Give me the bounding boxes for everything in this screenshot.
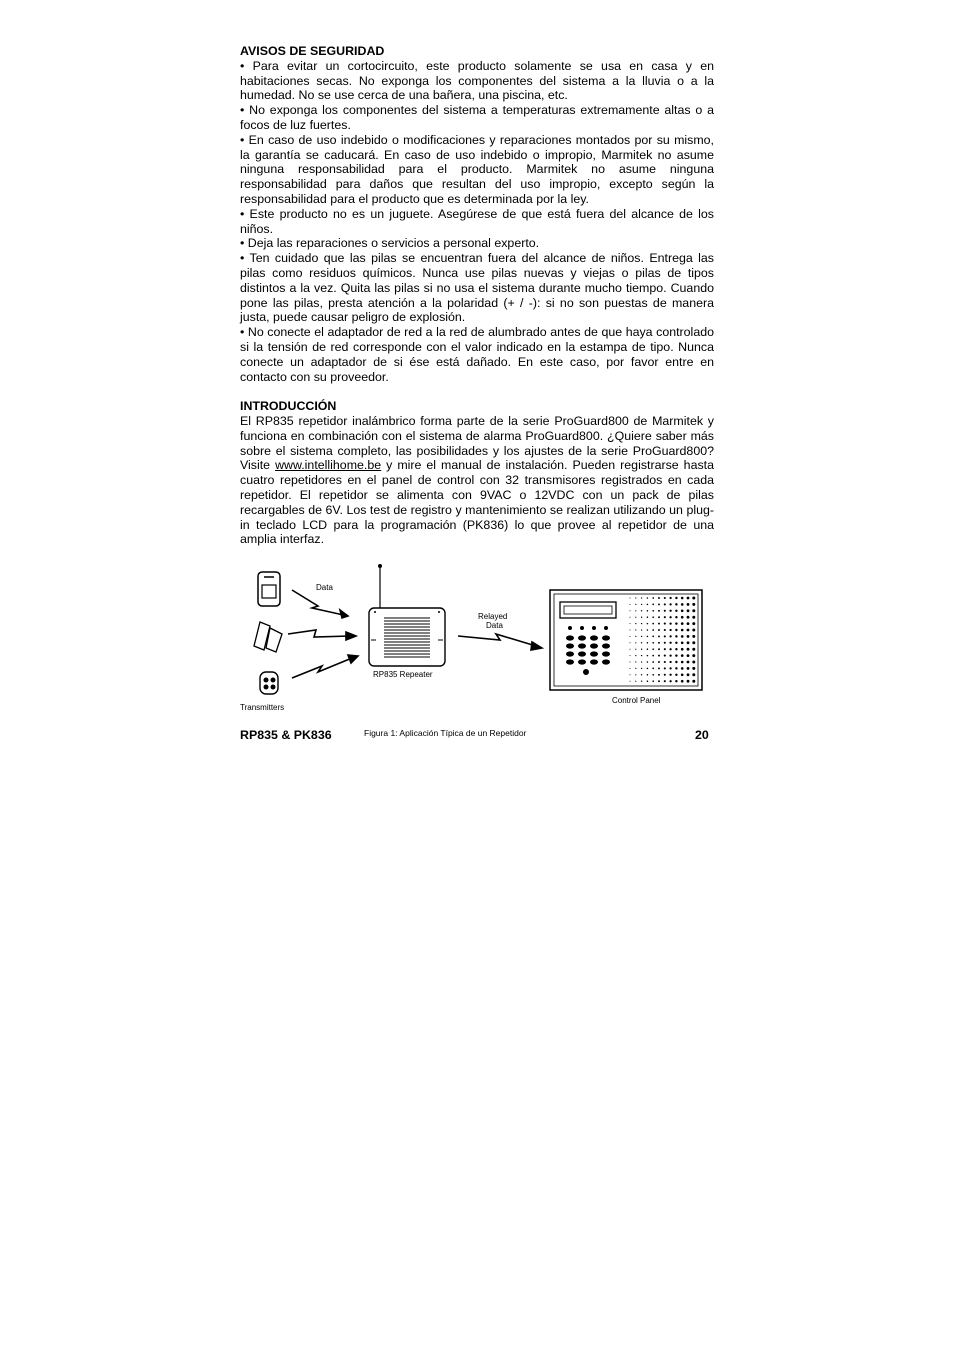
safety-heading: AVISOS DE SEGURIDAD [240, 44, 385, 58]
intro-paragraph [240, 414, 714, 547]
safety-bullet-5: • Deja las reparaciones o servicios a personal experto. [240, 236, 540, 251]
safety-bullet-3: • En caso de uso indebido o modificaciones y reparaciones montados por su mismo, la garantía se caducará. En caso de uso indebido o impropio, Marmitek no asume ninguna responsabilidad para el producto. Marmitek no asume ninguna responsabilidad para daños que resultan del uso impropio, excepto según la responsabilidad para el producto que es determinada por la ley. [240, 132, 714, 206]
transmitters-label: Transmitters [240, 703, 285, 712]
repeater-diagram [238, 560, 714, 715]
control-panel-label: Control Panel [612, 696, 661, 705]
intellihome-link[interactable]: www.intellihome.be [275, 458, 382, 473]
safety-bullet-6: • Ten cuidado que las pilas se encuentran fuera del alcance de niños. Entrega las pilas como residuos químicos. Nunca use pilas nuevas y viejas o pilas de tipos distintos a la vez. Quita las pilas si no usa el sistema durante mucho tiempo. Cuando pone las pilas, presta atención a la polaridad (+ / -): si no son puestas de manera justa, puede causar peligro de explosión. [240, 251, 714, 325]
section-spacer [240, 384, 714, 399]
safety-bullet-7: • No conecte el adaptador de red a la red de alumbrado antes de que haya controlado si la tensión de red corresponde con el valor indicado en la estampa de tipo. Nunca conecte un adaptador de si ése está dañado. En este caso, por favor entre en contacto con su proveedor. [240, 325, 714, 384]
signal-arrow-3-icon [292, 655, 358, 678]
signal-arrow-1-icon [292, 590, 348, 618]
intro-text-after-link: y mire el manual de instalación. Pueden registrarse hasta cuatro repetidores en el panel de control con 32 transmisores registrados en cada repetidor. El repetidor se alimenta con 9VAC o 12VDC con un pack de pilas recargables de 6V. Los test de registro y mantenimiento se realizan utilizando un plug-in teclado LCD para la programación (PK836) lo que provee al repetidor de una amplia interfaz. [240, 458, 714, 547]
relayed-signal-icon [458, 634, 542, 650]
intro-heading: INTRODUCCIÓN [240, 399, 337, 414]
page-number: 20 [695, 728, 709, 742]
pir-sensor-icon [258, 572, 280, 606]
safety-bullet-1: • Para evitar un cortocircuito, este producto solamente se usa en casa y en habitaciones secas. No exponga los componentes del sistema a la lluvia o a la humedad. No se use cerca de una bañera, una piscina, etc. [240, 58, 714, 103]
keyfob-icon [260, 672, 278, 694]
control-panel-device-icon [550, 590, 702, 690]
signal-arrow-2-icon [288, 630, 356, 640]
door-contact-icon [254, 622, 282, 652]
safety-bullet-4: • Este producto no es un juguete. Asegúrese de que está fuera del alcance de los niños. [240, 206, 714, 236]
intro-text-before-link: El RP835 repetidor inalámbrico forma parte de la serie ProGuard800 de Marmitek y funciona en combinación con el sistema de alarma ProGuard800. ¿Quiere saber más sobre el sistema completo, las posibilidades y los ajustes de la serie ProGuard800? Visite [240, 413, 714, 473]
data-label: Data [316, 583, 333, 592]
repeater-label: RP835 Repeater [373, 670, 433, 679]
main-text-column [240, 44, 714, 547]
relayed-label-line2: Data [486, 621, 503, 630]
repeater-device-icon [369, 564, 445, 666]
relayed-label-line1: Relayed [478, 612, 508, 621]
figure-caption: Figura 1: Aplicación Típica de un Repetidor [364, 728, 527, 738]
footer-model: RP835 & PK836 [240, 728, 332, 742]
safety-bullet-2: • No exponga los componentes del sistema a temperaturas extremamente altas o a focos de luz fuertes. [240, 103, 714, 132]
